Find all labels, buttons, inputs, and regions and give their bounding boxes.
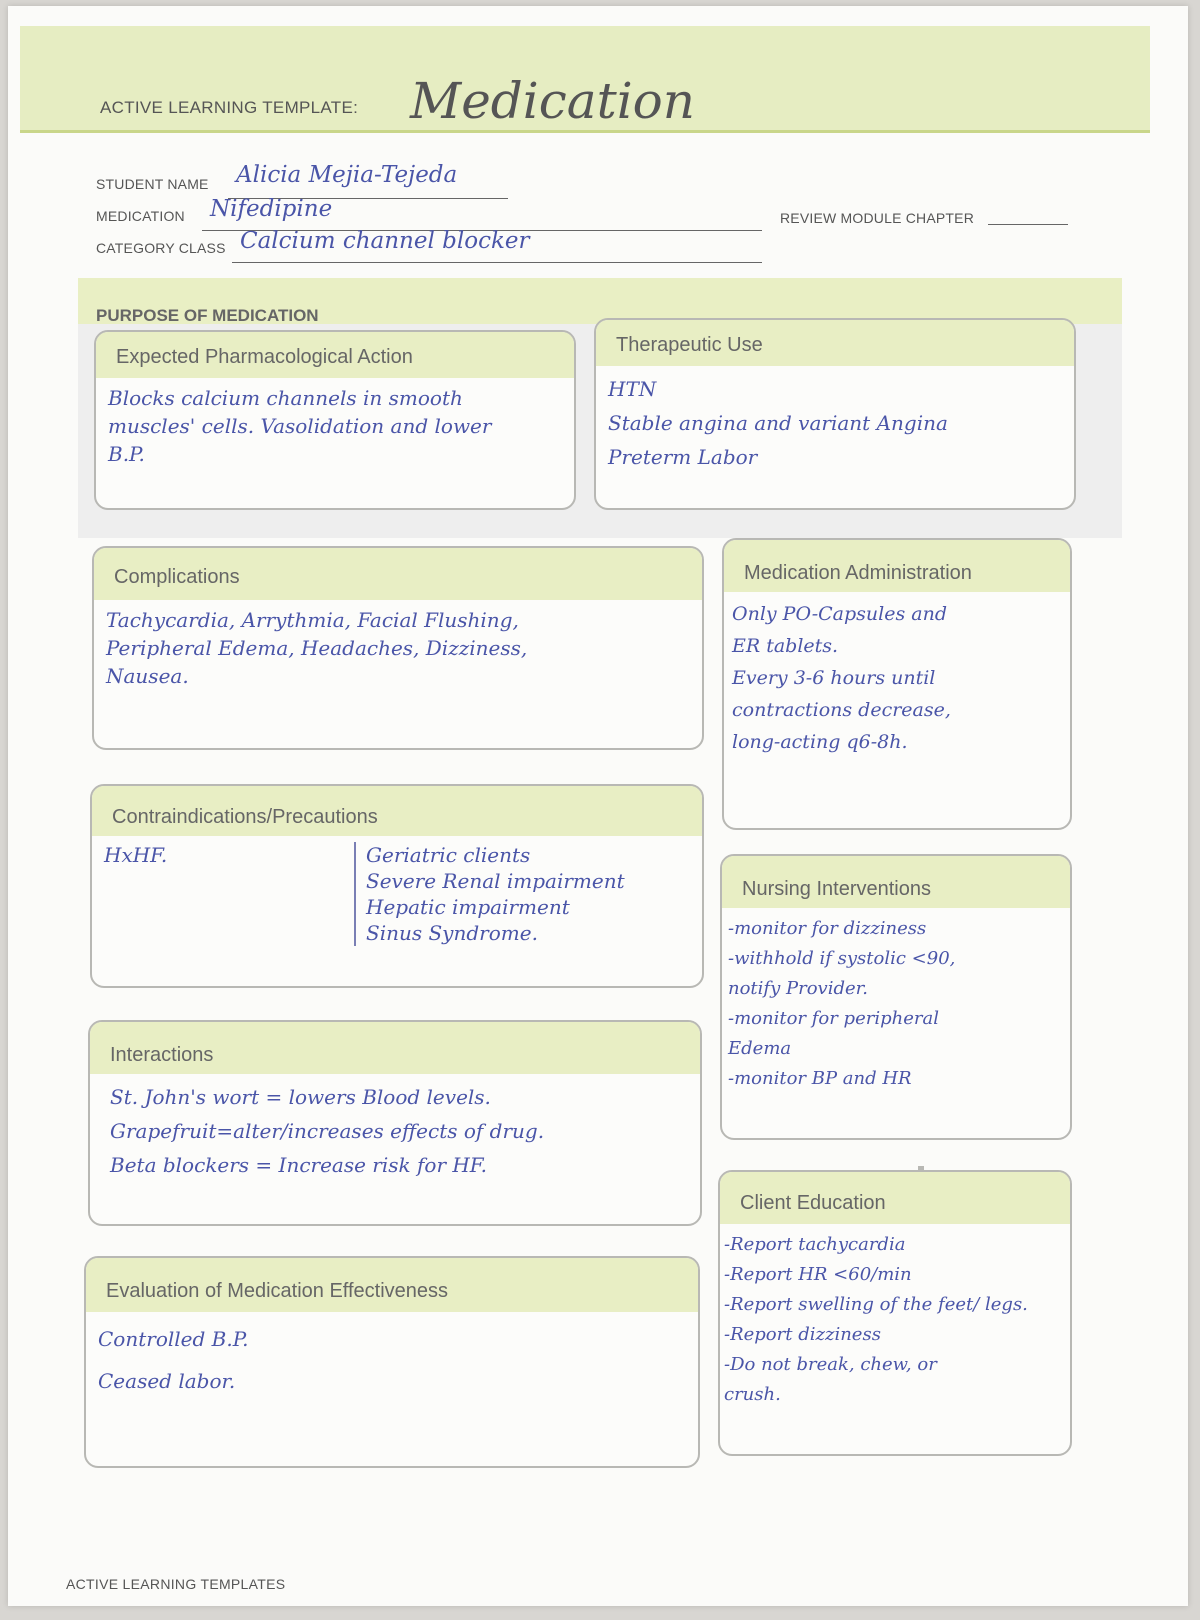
text-line: long-acting q6-8h. [732,731,908,753]
medication-value[interactable]: Nifedipine [210,196,333,222]
text-line: -Report swelling of the feet/ legs. [724,1294,1028,1315]
text-line: Tachycardia, Arrythmia, Facial Flushing, [106,608,519,632]
text-line: Grapefruit=alter/increases effects of drug. [110,1119,545,1143]
category-class-label: CATEGORY CLASS [96,240,226,256]
text-line: muscles' cells. Vasolidation and lower [108,414,492,438]
text-line: -Report dizziness [724,1324,881,1345]
med-admin-box [722,538,1072,830]
medication-label: MEDICATION [96,208,185,224]
text-line: Ceased labor. [98,1369,236,1393]
text-line: -Report tachycardia [724,1234,906,1255]
text-line: Nausea. [106,664,189,688]
text-line: notify Provider. [728,978,868,999]
expected-action-title: Expected Pharmacological Action [96,332,574,378]
text-line: -withhold if systolic <90, [728,948,956,969]
text-line: B.P. [108,442,145,466]
nursing-title: Nursing Interventions [722,856,1070,908]
nursing-content[interactable] [722,908,1070,1094]
template-title: Medication [410,72,695,130]
expected-action-box [94,330,576,510]
student-name-label: STUDENT NAME [96,176,209,192]
med-admin-title: Medication Administration [724,540,1070,592]
text-line: Preterm Labor [608,445,758,469]
contraindications-box [90,784,704,988]
evaluation-title: Evaluation of Medication Effectiveness [86,1258,698,1312]
category-class-underline [232,262,762,263]
text-line: -monitor for dizziness [728,918,927,939]
purpose-label: PURPOSE OF MEDICATION [96,306,319,325]
complications-box [92,546,704,750]
text-line: Severe Renal impairment [366,869,625,893]
interactions-title: Interactions [90,1022,700,1074]
text-line: Hepatic impairment [366,895,570,919]
footer-label: ACTIVE LEARNING TEMPLATES [66,1576,286,1592]
therapeutic-use-content[interactable] [596,366,1074,474]
client-education-content[interactable] [720,1224,1070,1410]
text-line: Sinus Syndrome. [366,921,538,945]
text-line: -monitor for peripheral [728,1008,939,1029]
text-line: Peripheral Edema, Headaches, Dizziness, [106,636,528,660]
therapeutic-use-title: Therapeutic Use [596,320,1074,366]
template-label: ACTIVE LEARNING TEMPLATE: [100,98,359,117]
nursing-box [720,854,1072,1140]
student-name-value[interactable]: Alicia Mejia-Tejeda [236,162,458,188]
complications-title: Complications [94,548,702,600]
text-line: Beta blockers = Increase risk for HF. [110,1153,487,1177]
text-line: -monitor BP and HR [728,1068,912,1089]
text-line: -Do not break, chew, or [724,1354,937,1375]
text-line: ER tablets. [732,635,839,657]
complications-content[interactable] [94,600,702,690]
med-admin-content[interactable] [724,592,1070,758]
interactions-box [88,1020,702,1226]
review-module-label: REVIEW MODULE CHAPTER [780,210,974,226]
text-line: Every 3-6 hours until [732,667,936,689]
text-line: HTN [608,377,657,401]
text-line: St. John's wort = lowers Blood levels. [110,1085,491,1109]
text-line: Controlled B.P. [98,1327,249,1351]
text-line: crush. [724,1384,781,1405]
expected-action-content[interactable] [96,378,574,468]
review-module-underline [988,224,1068,225]
text-line: Edema [728,1038,792,1059]
interactions-content[interactable] [90,1074,700,1182]
evaluation-content[interactable] [86,1312,698,1402]
text-line: Geriatric clients [366,843,531,867]
category-class-value[interactable]: Calcium channel blocker [240,228,530,254]
text-line: Only PO-Capsules and [732,603,947,625]
contraindications-content[interactable] [92,836,702,946]
therapeutic-use-box [594,318,1076,510]
contraindications-title: Contraindications/Precautions [92,786,702,836]
text-line: contractions decrease, [732,699,951,721]
text-line: Blocks calcium channels in smooth [108,386,463,410]
text-line: Stable angina and variant Angina [608,411,948,435]
client-education-title: Client Education [720,1172,1070,1224]
client-education-box [718,1170,1072,1456]
text-line: HxHF. [104,843,168,867]
text-line: -Report HR <60/min [724,1264,912,1285]
evaluation-box [84,1256,700,1468]
